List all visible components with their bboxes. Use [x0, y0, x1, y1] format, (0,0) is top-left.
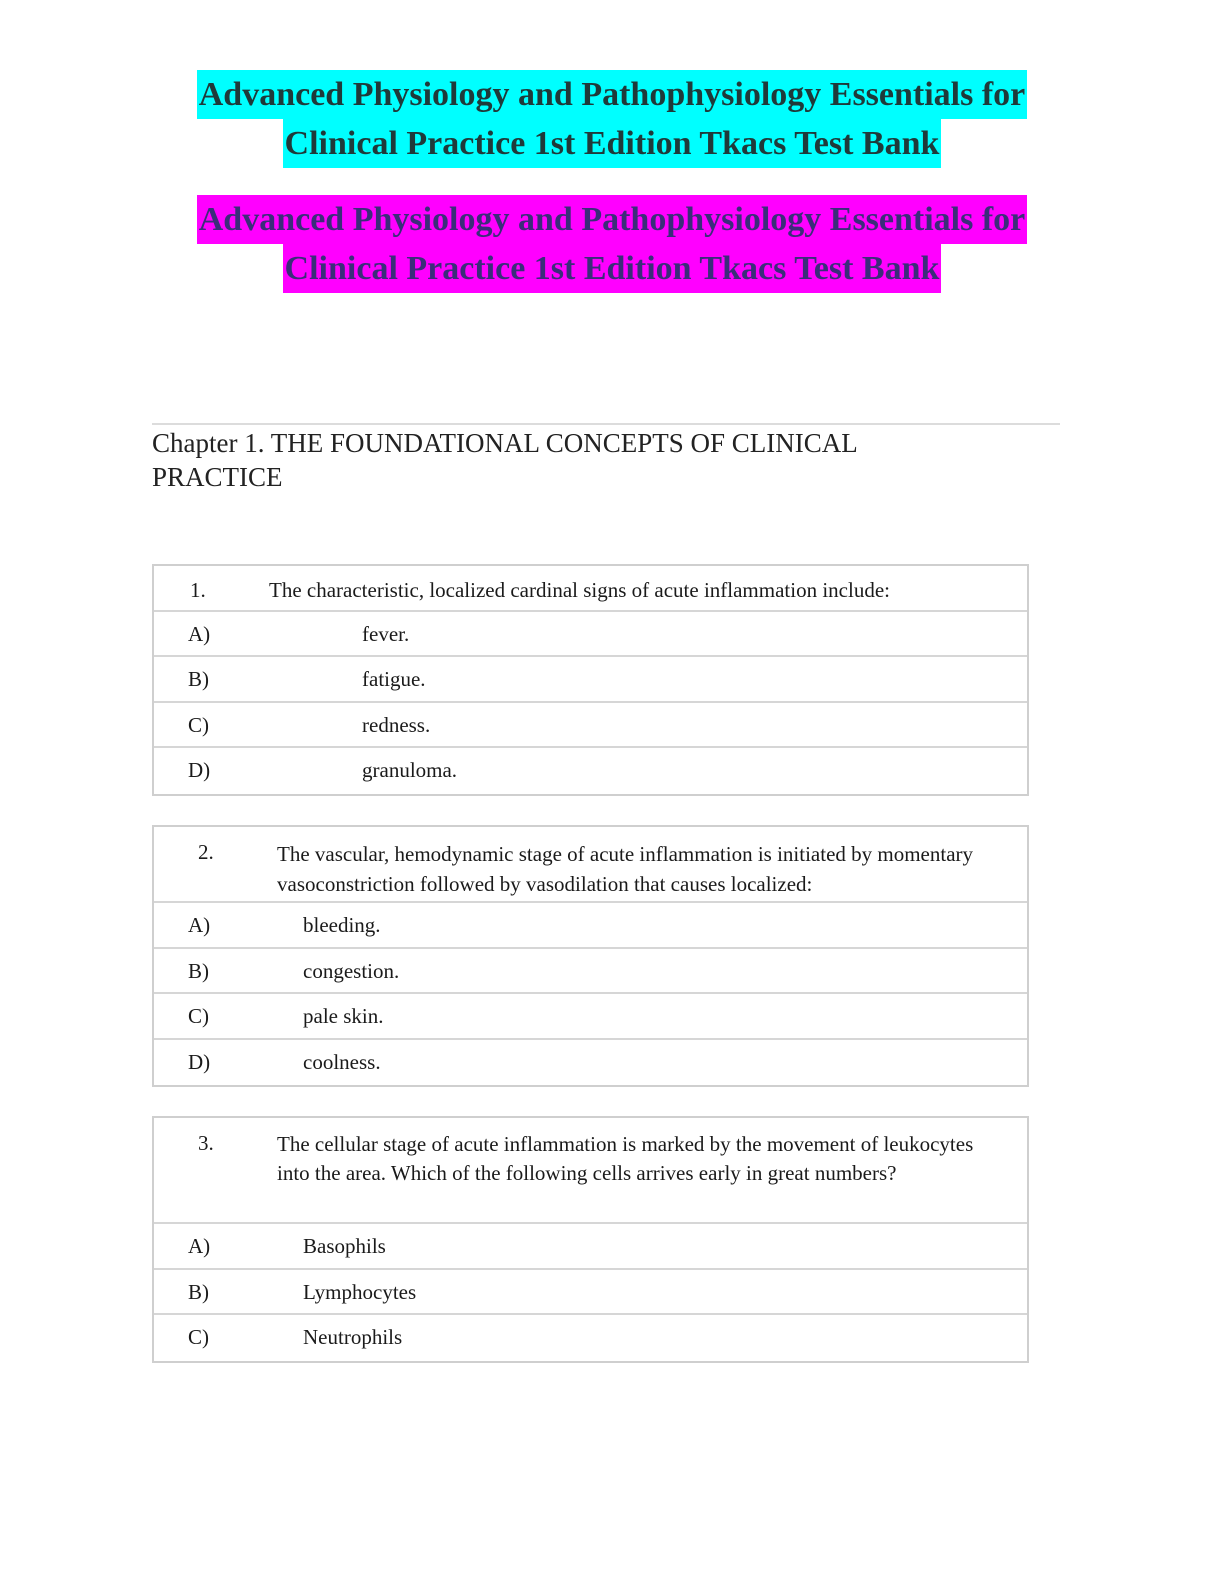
answer-option — [154, 903, 1027, 949]
question-row — [154, 827, 1027, 903]
question-row — [154, 1118, 1027, 1224]
question-table — [152, 825, 1029, 1087]
option-text: granuloma. — [362, 758, 458, 782]
answer-option — [154, 994, 1027, 1040]
option-letter: C) — [188, 712, 209, 737]
answer-option — [154, 1224, 1027, 1270]
option-letter: C) — [188, 1325, 209, 1349]
title-line-2: Clinical Practice 1st Edition Tkacs Test Bank — [283, 244, 942, 293]
option-letter: A) — [188, 621, 211, 646]
option-letter: D) — [188, 758, 211, 782]
title-line-2: Clinical Practice 1st Edition Tkacs Test Bank — [283, 119, 942, 168]
answer-option — [154, 949, 1027, 995]
question-number: 3. — [198, 1131, 214, 1155]
option-letter: B) — [188, 667, 209, 691]
question-number: 2. — [198, 840, 214, 864]
question-number: 1. — [190, 578, 206, 602]
title-cyan-highlight — [0, 70, 1224, 168]
option-text: congestion. — [303, 958, 400, 983]
question-table — [152, 564, 1029, 796]
option-text: pale skin. — [303, 1004, 384, 1028]
title-line-1: Advanced Physiology and Pathophysiology Essentials for — [197, 195, 1028, 244]
option-text: Lymphocytes — [303, 1279, 417, 1304]
option-text: redness. — [362, 712, 431, 737]
option-letter: D) — [188, 1049, 211, 1074]
option-text: fatigue. — [362, 667, 426, 691]
question-row — [154, 566, 1027, 612]
answer-option — [154, 748, 1027, 794]
option-text: bleeding. — [303, 913, 381, 937]
answer-option — [154, 1315, 1027, 1361]
question-stem: The characteristic, localized cardinal signs of acute inflammation include: — [269, 578, 890, 602]
option-letter: A) — [188, 1234, 211, 1258]
question-table — [152, 1116, 1029, 1363]
answer-option — [154, 1040, 1027, 1086]
section-divider — [152, 423, 1060, 425]
title-line-1: Advanced Physiology and Pathophysiology Essentials for — [197, 70, 1028, 119]
option-text: Basophils — [303, 1234, 386, 1258]
answer-option — [154, 657, 1027, 703]
option-letter: B) — [188, 958, 209, 983]
option-letter: A) — [188, 913, 211, 937]
question-stem: The cellular stage of acute inflammation is marked by the movement of leukocytes into the area. Which of the following cells arrives early in great numbers? — [277, 1132, 974, 1185]
chapter-title: Chapter 1. THE FOUNDATIONAL CONCEPTS OF CLINICAL PRACTICE — [152, 428, 857, 492]
option-letter: C) — [188, 1004, 209, 1028]
answer-option — [154, 1270, 1027, 1316]
answer-option — [154, 703, 1027, 749]
option-text: coolness. — [303, 1049, 381, 1074]
option-text: fever. — [362, 621, 410, 646]
option-letter: B) — [188, 1279, 209, 1304]
answer-option — [154, 612, 1027, 658]
title-magenta-highlight — [0, 195, 1224, 293]
option-text: Neutrophils — [303, 1325, 403, 1349]
question-stem: The vascular, hemodynamic stage of acute inflammation is initiated by momentary vasoconstriction followed by vasodilation that causes localized: — [277, 842, 974, 896]
